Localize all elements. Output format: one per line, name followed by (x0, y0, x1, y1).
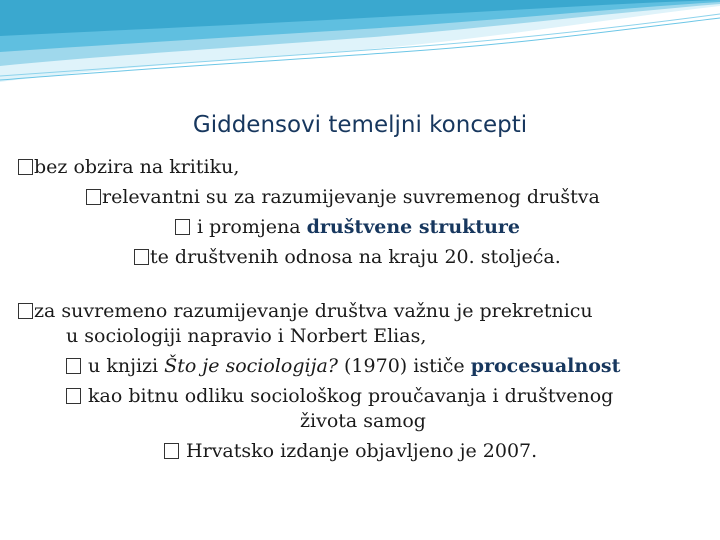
bullet-line: kao bitnu odliku sociološkog proučavanja i društvenog (66, 381, 720, 411)
missing-glyph-bullet-icon (18, 303, 33, 319)
missing-glyph-bullet-icon (18, 159, 33, 175)
bullet-line: Hrvatsko izdanje objavljeno je 2007. (164, 436, 720, 466)
decorative-wave-header (0, 0, 720, 90)
bullet-line: bez obzira na kritiku, (18, 152, 720, 182)
bullet-line: relevantni su za razumijevanje suvremenog društva (86, 182, 720, 212)
missing-glyph-bullet-icon (66, 358, 81, 374)
text-line: života samog (300, 410, 426, 432)
bullet-line: u knjizi Što je sociologija? (1970) ističe procesualnost (66, 351, 720, 381)
missing-glyph-bullet-icon (175, 219, 190, 235)
missing-glyph-bullet-icon (134, 249, 149, 265)
text-line: u sociologiji napravio i Norbert Elias, (66, 325, 427, 347)
slide-title: Giddensovi temeljni koncepti (192, 112, 528, 138)
bullet-line: te društvenih odnosa na kraju 20. stoljeća. (134, 242, 720, 272)
missing-glyph-bullet-icon (164, 443, 179, 459)
bullet-line: za suvremeno razumijevanje društva važnu je prekretnicu (18, 296, 720, 326)
missing-glyph-bullet-icon (86, 189, 101, 205)
missing-glyph-bullet-icon (66, 388, 81, 404)
bullet-line: i promjena društvene strukture (175, 212, 720, 242)
slide-content (0, 152, 720, 466)
